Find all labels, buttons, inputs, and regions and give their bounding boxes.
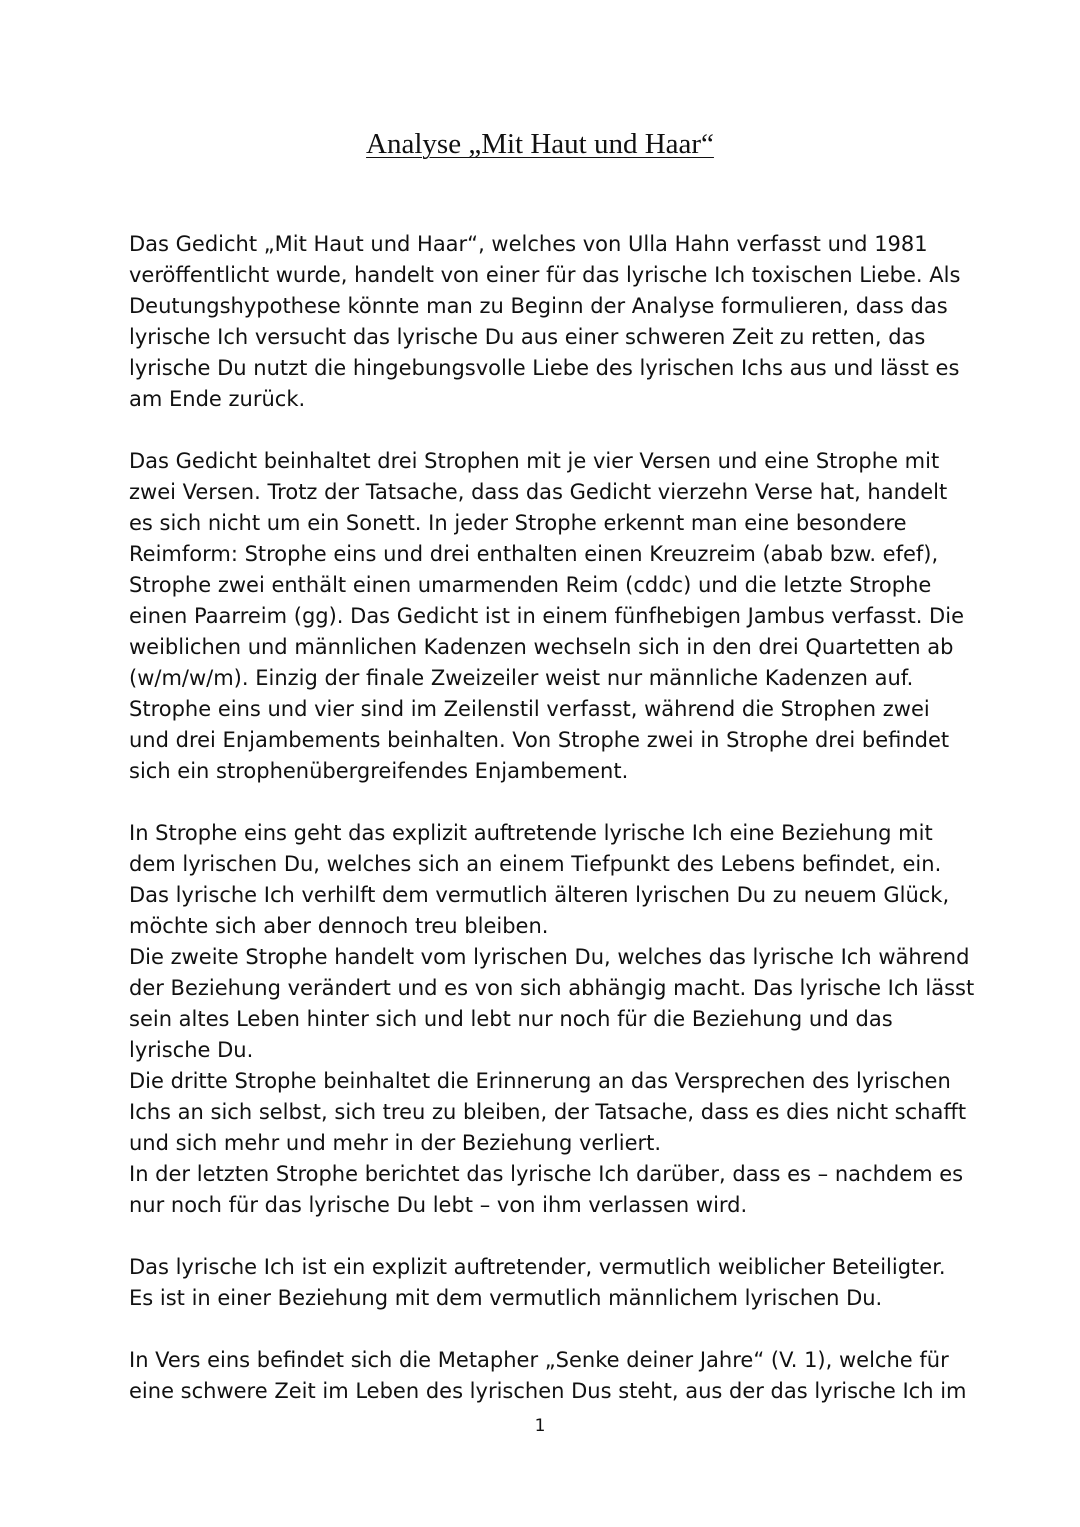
text-line: Die dritte Strophe beinhaltet die Erinnerung an das Versprechen des lyrischen (129, 1069, 951, 1093)
document-title (0, 124, 1080, 164)
text-line: einen Paarreim (gg). Das Gedicht ist in einem fünfhebigen Jambus verfasst. Die (129, 604, 964, 628)
paragraph-gap (129, 1221, 959, 1252)
text-line: In der letzten Strophe berichtet das lyrische Ich darüber, dass es – nachdem es (129, 1162, 964, 1186)
text-line: sein altes Leben hinter sich und lebt nur noch für die Beziehung und das (129, 1007, 893, 1031)
page-number: 1 (534, 1416, 546, 1436)
text-line: der Beziehung verändert und es von sich abhängig macht. Das lyrische Ich lässt (129, 976, 975, 1000)
text-line: Das lyrische Ich verhilft dem vermutlich älteren lyrischen Du zu neuem Glück, (129, 883, 950, 907)
text-line: Das Gedicht beinhaltet drei Strophen mit je vier Versen und eine Strophe mit (129, 449, 940, 473)
text-line: Es ist in einer Beziehung mit dem vermutlich männlichem lyrischen Du. (129, 1286, 883, 1310)
document-title-text: Analyse „Mit Haut und Haar“ (366, 128, 714, 160)
text-line: Das Gedicht „Mit Haut und Haar“, welches von Ulla Hahn verfasst und 1981 (129, 232, 928, 256)
text-line: Deutungshypothese könnte man zu Beginn der Analyse formulieren, dass das (129, 294, 948, 318)
text-line: (w/m/w/m). Einzig der finale Zweizeiler weist nur männliche Kadenzen auf. (129, 666, 914, 690)
text-line: zwei Versen. Trotz der Tatsache, dass das Gedicht vierzehn Verse hat, handelt (129, 480, 948, 504)
paragraph-speaker (129, 1252, 959, 1314)
text-line: veröffentlicht wurde, handelt von einer für das lyrische Ich toxischen Liebe. Als (129, 263, 961, 287)
text-line: Strophe eins und vier sind im Zeilenstil verfasst, während die Strophen zwei (129, 697, 930, 721)
text-line: nur noch für das lyrische Du lebt – von ihm verlassen wird. (129, 1193, 748, 1217)
text-line: am Ende zurück. (129, 387, 306, 411)
paragraph-content (129, 818, 975, 1221)
paragraph-form (129, 446, 964, 787)
text-line: es sich nicht um ein Sonett. In jeder Strophe erkennt man eine besondere (129, 511, 907, 535)
text-line: und sich mehr und mehr in der Beziehung verliert. (129, 1131, 662, 1155)
text-line: möchte sich aber dennoch treu bleiben. (129, 914, 549, 938)
paragraph-intro (129, 229, 959, 415)
paragraph-gap (129, 787, 959, 818)
text-line: lyrische Du. (129, 1038, 254, 1062)
text-line: eine schwere Zeit im Leben des lyrischen Dus steht, aus der das lyrische Ich im (129, 1379, 967, 1403)
document-body (129, 229, 975, 1407)
text-line: Die zweite Strophe handelt vom lyrischen Du, welches das lyrische Ich während (129, 945, 970, 969)
paragraph-gap (129, 415, 959, 446)
text-line: lyrische Du nutzt die hingebungsvolle Liebe des lyrischen Ichs aus und lässt es (129, 356, 960, 380)
text-line: weiblichen und männlichen Kadenzen wechseln sich in den drei Quartetten ab (129, 635, 954, 659)
text-line: dem lyrischen Du, welches sich an einem Tiefpunkt des Lebens befindet, ein. (129, 852, 942, 876)
text-line: sich ein strophenübergreifendes Enjambement. (129, 759, 629, 783)
text-line: Ichs an sich selbst, sich treu zu bleiben, der Tatsache, dass es dies nicht schafft (129, 1100, 967, 1124)
text-line: lyrische Ich versucht das lyrische Du aus einer schweren Zeit zu retten, das (129, 325, 926, 349)
text-line: Reimform: Strophe eins und drei enthalten einen Kreuzreim (abab bzw. efef), (129, 542, 939, 566)
text-line: Das lyrische Ich ist ein explizit auftretender, vermutlich weiblicher Beteiligter. (129, 1255, 946, 1279)
text-line: In Vers eins befindet sich die Metapher „Senke deiner Jahre“ (V. 1), welche für (129, 1348, 949, 1372)
text-line: und drei Enjambements beinhalten. Von Strophe zwei in Strophe drei befindet (129, 728, 950, 752)
text-line: In Strophe eins geht das explizit auftretende lyrische Ich eine Beziehung mit (129, 821, 933, 845)
text-line: Strophe zwei enthält einen umarmenden Reim (cddc) und die letzte Strophe (129, 573, 932, 597)
paragraph-gap (129, 1314, 959, 1345)
paragraph-metaphor (129, 1345, 967, 1407)
